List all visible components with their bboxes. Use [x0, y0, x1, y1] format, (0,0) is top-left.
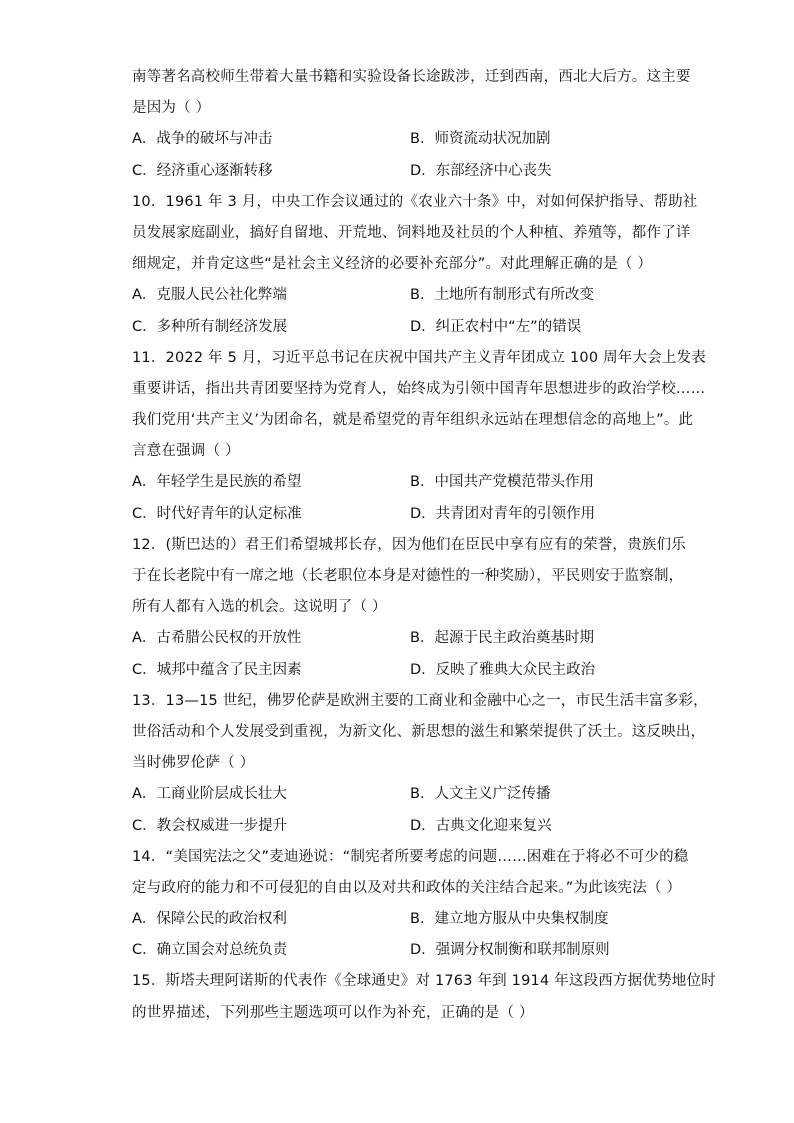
question-10-option-b: B．土地所有制形式有所改变 — [410, 287, 594, 304]
question-9-options-row-2 — [132, 156, 672, 187]
question-list — [132, 62, 716, 1029]
question-10-option-a: A．克服人民公社化弊端 — [132, 287, 287, 304]
question-11-option-a: A．年轻学生是民族的希望 — [132, 474, 302, 491]
question-10-text-line-1: 10．1961 年 3 月，中央工作会议通过的《农业六十条》中，对如何保护指导、帮助社 — [132, 193, 698, 210]
question-12-option-d: D．反映了雅典大众民主政治 — [410, 661, 596, 678]
question-15 — [132, 966, 716, 1028]
question-11-option-b: B．中国共产党模范带头作用 — [410, 474, 594, 491]
question-13-options-row-2 — [132, 811, 672, 842]
question-14 — [132, 842, 689, 967]
question-12-options-row-2 — [132, 655, 672, 686]
question-10-option-d: D．纠正农村中“左”的错误 — [410, 318, 582, 335]
question-14-option-a: A．保障公民的政治权利 — [132, 911, 287, 928]
question-9 — [132, 62, 691, 187]
question-12-option-b: B．起源于民主政治奠基时期 — [410, 630, 594, 647]
question-10-options-row-1 — [132, 280, 672, 311]
question-10-text-line-3: 细规定，并肯定这些“是社会主义经济的必要补充部分”。对此理解正确的是（ ） — [132, 256, 653, 273]
question-12 — [132, 530, 686, 686]
question-14-text-line-1: 14．“美国宪法之父”麦迪逊说：“制宪者所要考虑的问题……困难在于将必不可少的稳 — [132, 848, 689, 865]
question-12-text-line-3: 所有人都有入选的机会。这说明了（ ） — [132, 599, 387, 616]
question-15-text-line-1: 15．斯塔夫理阿诺斯的代表作《全球通史》对 1763 年到 1914 年这段西方据优势地位时 — [132, 973, 716, 990]
question-13 — [132, 686, 708, 842]
question-9-text-line-2: 是因为（ ） — [132, 100, 211, 117]
question-11-option-d: D．共青团对青年的引领作用 — [410, 505, 596, 522]
question-13-option-a: A．工商业阶层成长壮大 — [132, 786, 287, 803]
question-9-option-b: B．师资流动状况加剧 — [410, 131, 551, 148]
question-13-options-row-1 — [132, 779, 672, 810]
question-10-text-line-2: 员发展家庭副业，搞好自留地、开荒地、饲料地及社员的个人种植、养殖等，都作了详 — [132, 224, 691, 241]
question-14-options-row-2 — [132, 935, 672, 966]
question-14-option-b: B．建立地方服从中央集权制度 — [410, 911, 609, 928]
question-12-text-line-2: 于在长老院中有一席之地（长老职位本身是对德性的一种奖励），平民则安于监察制， — [132, 568, 684, 584]
question-10 — [132, 187, 698, 343]
question-12-option-a: A．古希腊公民权的开放性 — [132, 630, 302, 647]
question-10-option-c: C．多种所有制经济发展 — [132, 318, 288, 335]
question-14-option-c: C．确立国会对总统负责 — [132, 942, 288, 959]
question-11-text-line-1: 11．2022 年 5 月，习近平总书记在庆祝中国共产主义青年团成立 100 周年大会上发表 — [132, 349, 706, 366]
question-13-text-line-2: 世俗活动和个人发展受到重视，为新文化、新思想的滋生和繁荣提供了沃土。这反映出， — [132, 723, 706, 740]
question-14-text-line-2: 定与政府的能力和不可侵犯的自由以及对共和政体的关注结合起来。”为此该宪法（ ） — [132, 879, 682, 896]
question-11 — [132, 343, 706, 530]
question-13-option-d: D．古典文化迎来复兴 — [410, 817, 552, 834]
question-9-option-a: A．战争的破坏与冲击 — [132, 131, 273, 148]
question-14-options-row-1 — [132, 904, 672, 935]
question-11-text-line-3: 我们党用‘共产主义’为团命名，就是希望党的青年组织永远站在理想信念的高地上”。此 — [132, 412, 694, 429]
question-12-option-c: C．城邦中蕴含了民主因素 — [132, 661, 302, 678]
question-9-option-c: C．经济重心逐渐转移 — [132, 162, 273, 179]
question-13-option-c: C．教会权威进一步提升 — [132, 817, 288, 834]
question-11-text-line-2: 重要讲话，指出共青团要坚持为党育人，始终成为引领中国青年思想进步的政治学校…… — [132, 380, 706, 397]
question-13-text-line-1: 13．13—15 世纪，佛罗伦萨是欧洲主要的工商业和金融中心之一，市民生活丰富多彩， — [132, 692, 708, 709]
question-11-text-line-4: 言意在强调（ ） — [132, 443, 240, 460]
question-11-options-row-2 — [132, 499, 672, 530]
question-10-options-row-2 — [132, 312, 672, 343]
question-13-text-line-3: 当时佛罗伦萨（ ） — [132, 755, 255, 772]
question-11-option-c: C．时代好青年的认定标准 — [132, 505, 302, 522]
question-9-option-d: D．东部经济中心丧失 — [410, 162, 552, 179]
question-15-text-line-2: 的世界描述，下列那些主题选项可以作为补充，正确的是（ ） — [132, 1004, 534, 1021]
question-14-option-d: D．强调分权制衡和联邦制原则 — [410, 942, 610, 959]
question-13-option-b: B．人文主义广泛传播 — [410, 786, 551, 803]
question-12-options-row-1 — [132, 623, 672, 654]
question-9-text-line-1: 南等著名高校师生带着大量书籍和实验设备长途跋涉，迁到西南，西北大后方。这主要 — [132, 69, 691, 85]
question-11-options-row-1 — [132, 467, 672, 498]
question-9-options-row-1 — [132, 124, 672, 155]
question-12-text-line-1: 12．(斯巴达的）君王们希望城邦长存，因为他们在臣民中享有应有的荣誉，贵族们乐 — [132, 536, 686, 553]
